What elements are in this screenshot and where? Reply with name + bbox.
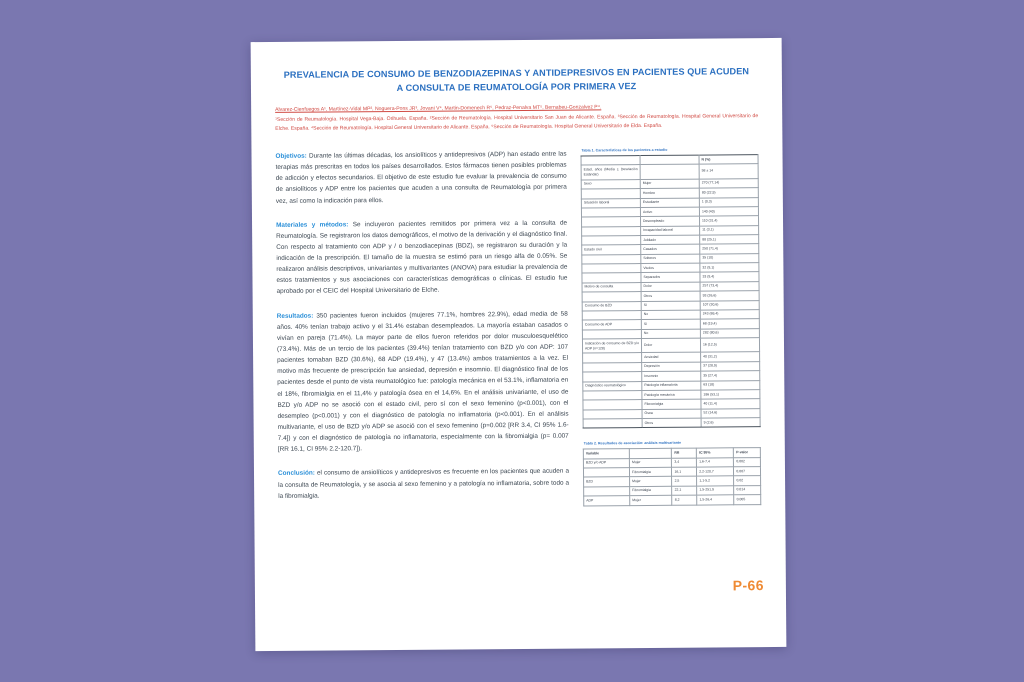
table1-cell: Activo — [640, 207, 699, 217]
table1-cell: 58 ± 14 — [699, 164, 758, 179]
table1-cell: 80 (22,9) — [699, 188, 758, 198]
table2-cell: 2,5 — [672, 477, 697, 487]
table2-header-cell: RR — [672, 448, 697, 458]
table1-cell: 37 (28,9) — [701, 361, 760, 371]
section-objetivos-text: Durante las últimas décadas, los ansiolíticos y antidepresivos (ADP) han estado entre las terapias más prescritas en todos los países desarrollados. Estos fármacos tienen posibles problemas de adicción y efectos secundarios. El objetivo de este estudio fue evaluar la prevalencia de consumo de ansiolíticos y ADP entre los pacientes que acuden a una consulta de Reumatología por primera vez, así como la indicación para ellos. — [275, 150, 567, 205]
table1-cell — [582, 329, 641, 339]
table2-header-cell: P-valor — [734, 448, 761, 458]
table2-body — [583, 448, 760, 506]
table1-cell — [582, 264, 641, 274]
table2-cell: 1,5-251,9 — [697, 486, 734, 496]
table1-caption: Tabla 1. Características de los pacientes a estudio — [581, 147, 668, 153]
table1-cell — [582, 226, 641, 236]
table1-cell — [581, 207, 640, 217]
section-conclusion-text: el consumo de ansiolíticos y antidepresivos es frecuente en los pacientes que acuden a la consulta de Reumatología, y se asocia al sexo femenino y a patología no inflamatoria, sobre todo a la fibromialgia. — [278, 468, 570, 500]
table1-cell — [582, 217, 641, 227]
page-content — [251, 38, 787, 651]
table2-cell: 1,5-26,4 — [697, 495, 734, 505]
table1-cell: 40 (31,2) — [701, 352, 760, 362]
table1-cell: 11 (3,1) — [700, 225, 759, 235]
table1-cell: Patología mecánica — [642, 390, 701, 400]
section-materiales — [276, 217, 568, 297]
table2-cell: BZD y/o ADP — [583, 458, 629, 468]
table1-cell: 35 (10) — [700, 253, 759, 263]
table2-cell: 0,005 — [734, 495, 761, 505]
table1-cell: Estudiante — [640, 198, 699, 208]
document-page — [251, 38, 787, 651]
table1-cell: 35 (27,4) — [701, 371, 760, 381]
table1-cell: 63 (18) — [701, 380, 760, 390]
table2-cell: Mujer — [630, 495, 673, 505]
table1-cell: Patología inflamatoria — [642, 381, 701, 391]
table1-cell: 186 (53,1) — [701, 390, 760, 400]
table2-cell: 8,2 — [672, 495, 697, 505]
table1-cell: 93 (26,6) — [700, 291, 759, 301]
table1-cell — [582, 254, 641, 264]
table1-cell: 9 (2,6) — [701, 418, 760, 428]
section-resultados-label: Resultados: — [276, 312, 314, 320]
table1-cell: Consumo de BZD — [582, 301, 641, 311]
table1-cell: Insomnio — [642, 371, 701, 381]
section-resultados-text: 350 pacientes fueron incluidos (mujeres 77.1%, hombres 22.9%), edad media de 58 años. 40% tenían trabajo activo y el 31.4% estaban desempleados. La mayoría estaban casados o vivían en pareja (71.4%). La mayor parte de ellos fueron referidos por dolor musculoesquelético (73.4%). Más de un tercio de los pacientes (39.4%) tenían tratamiento con BZD y/o con ADP: 107 pacientes tomaban BZD (30.6%), 68 ADP (19.4%), y 47 (13.4%) ambos tratamientos a la vez. El motivo más frecuente de prescripción fue ansiedad, depresión e insomnio. El diagnóstico final de los pacientes desde el punto de vista reumatológico fue: patología mecánica en el 53.1%, inflamatoria en el 18%, fibromialgia en el 11,4% y patología ósea en el 14,6%. En el análisis univariante, el uso de BZD y/o ADP no se asoció con el estado civil, pero sí con el sexo femenino (p<0.001), con el desempleo (p<0.001) y con el diagnóstico de patología no inflamatoria (p<0.001). En el análisis multivariante, el uso de BZD y/o ADP se asoció con el sexo femenino (p=0.002 [RR 3.4, CI 95% 1.6-7.4]) y con el diagnóstico de patología no inflamatoria, especialmente con la fibromialgia (p= 0.007 [RR 16.1, CI 95% 2.2-120.7]). — [276, 310, 569, 454]
table2-cell: 16,1 — [672, 467, 697, 477]
table1-cell: Incapacidad laboral — [641, 226, 700, 236]
page-number: P-66 — [732, 577, 764, 594]
table-multivariate-results — [583, 447, 761, 506]
table1-cell — [582, 310, 641, 320]
table2-cell: 22,1 — [672, 486, 697, 496]
table1-cell: Hombre — [640, 188, 699, 198]
table1-cell: 52 (14,6) — [701, 408, 760, 418]
table1-cell — [583, 353, 642, 363]
table1-header-cell — [640, 155, 699, 165]
table2-cell: 3,4 — [672, 458, 697, 468]
table1-cell — [581, 189, 640, 199]
table1-cell: Fibromialgia — [642, 399, 701, 409]
table2-cell: 0,007 — [734, 467, 761, 477]
table2-cell: 0,014 — [734, 485, 761, 495]
tables-column — [580, 147, 761, 512]
table1-header-cell — [581, 155, 640, 165]
section-materiales-label: Materiales y métodos: — [276, 220, 349, 229]
table1-cell: 40 (11,4) — [701, 399, 760, 409]
table1-cell: 282 (80,6) — [700, 328, 759, 338]
table2-cell — [584, 486, 630, 496]
table1-cell: Jubilado — [641, 235, 700, 245]
table1-cell: Viudos — [641, 263, 700, 273]
section-materiales-text: Se incluyeron pacientes remitidos por primera vez a la consulta de Reumatología. Se registraron los datos demográficos, el motivo de la derivación y el diagnóstico final. Con respecto al tratamiento con ADP y / o benzodiacepinas (BDZ), se registraron su duración y la indicación de la prescripción. El tamaño de la muestra se estimó para un riesgo alfa de 0.05%. Se realizaron análisis descriptivos, univariantes y multivariantes (ANOVA) para estudiar la prevalencia de estos tratamientos y sus asociaciones con características demográficas o clínicas. El estudio fue aprobado por el CEIC del Hospital Universitario de Elche. — [276, 219, 568, 296]
table1-cell — [640, 164, 699, 179]
table1-cell: 110 (31,4) — [699, 216, 758, 226]
table1-cell — [583, 419, 642, 429]
table1-cell: 250 (71,4) — [700, 244, 759, 254]
table1-cell — [583, 400, 642, 410]
table1-cell: Motivo de consulta — [582, 282, 641, 292]
table2-cell: 1,6-7,4 — [697, 458, 734, 468]
table2-cell: ADP — [584, 496, 630, 506]
table1-body — [581, 155, 760, 429]
table1-cell: 16 (12,5) — [700, 338, 759, 353]
table1-cell: Indicación de consumo de BZD y/o ADP (n=128) — [582, 338, 641, 353]
table1-cell: Otros — [642, 418, 701, 428]
table1-cell: Dolor — [641, 282, 700, 292]
table2-caption: Tabla 2. Resultados de asociación: análisis multivariante — [583, 441, 682, 446]
table1-cell: Edad, años (Media ± Desviación Estándar) — [581, 165, 640, 180]
table1-cell: Sí — [641, 319, 700, 329]
table1-cell: 88 (25,1) — [700, 235, 759, 245]
table2-cell: 0,002 — [734, 457, 761, 467]
table1-cell — [583, 409, 642, 419]
table1-cell: Sexo — [581, 179, 640, 189]
table1-cell: Solteros — [641, 254, 700, 264]
table-row — [584, 495, 761, 506]
table1-cell: 243 (69,4) — [700, 309, 759, 319]
table1-cell: Casados — [641, 244, 700, 254]
table1-cell — [583, 362, 642, 372]
table1-cell: Ansiedad — [642, 353, 701, 363]
table2-cell: 1,1-5,2 — [697, 476, 734, 486]
table2-cell: 2,2-120,7 — [697, 467, 734, 477]
section-conclusion — [278, 466, 569, 502]
table2-header-cell: Variable — [583, 449, 629, 459]
table2-cell: Fibromialgia — [630, 486, 673, 496]
table1-cell — [583, 390, 642, 400]
table1-cell: Sí — [641, 301, 700, 311]
table1-cell: 140 (40) — [699, 207, 758, 217]
two-column-body — [275, 147, 761, 515]
page-title: PREVALENCIA DE CONSUMO DE BENZODIAZEPINAS Y ANTIDEPRESIVOS EN PACIENTES QUE ACUDEN A CONSULTA DE REUMATOLOGÍA POR PRIMERA VEZ — [283, 66, 750, 94]
authors-text: Alvarez-Cienfuegos A¹, Martínez-Vidal MP², Noguera-Pons JR³, Jovani V⁴, Martin-Domenech R⁵, Pedraz-Penalva MT⁵, Bernabeu-Gonzalvez P⁴. — [275, 104, 602, 114]
table1-cell: Desempleado — [641, 216, 700, 226]
table1-cell: Ósea — [642, 409, 701, 419]
table2-header-cell — [629, 449, 672, 459]
section-conclusion-label: Conclusión: — [277, 470, 315, 478]
table1-cell: Dolor — [641, 338, 700, 353]
table1-cell — [582, 273, 641, 283]
table1-cell: Consumo de ADP — [582, 320, 641, 330]
section-objetivos — [275, 149, 566, 207]
table1-header-cell: N (%) — [699, 155, 758, 165]
abstract-column — [275, 149, 569, 515]
table1-cell: Otros — [641, 291, 700, 301]
table2-header-cell: IC 95% — [697, 448, 734, 458]
table1-cell: Separados — [641, 272, 700, 282]
table1-cell: Situación laboral — [581, 198, 640, 208]
table1-cell — [583, 372, 642, 382]
table2-cell: Fibromialgia — [629, 467, 672, 477]
table1-cell: Depresión — [642, 362, 701, 372]
table-row — [583, 418, 760, 429]
table2-cell: Mujer — [630, 477, 673, 487]
table2-wrapper — [583, 440, 761, 506]
table1-cell: 1 (0,3) — [699, 197, 758, 207]
table1-cell: 257 (73,4) — [700, 281, 759, 291]
table-patient-characteristics — [581, 154, 761, 429]
table2-cell — [583, 468, 629, 478]
table1-cell — [582, 292, 641, 302]
section-objetivos-label: Objetivos: — [275, 152, 307, 160]
table2-cell: BZD — [584, 477, 630, 487]
table1-cell — [582, 236, 641, 246]
table1-cell: Mujer — [640, 179, 699, 189]
section-resultados — [277, 308, 569, 455]
table1-cell: Diagnóstico reumatológico — [583, 381, 642, 391]
table2-cell: 0,02 — [734, 476, 761, 486]
table-row — [581, 164, 758, 180]
table1-cell: 68 (19,4) — [700, 319, 759, 329]
table2-cell: Mujer — [629, 458, 672, 468]
table1-cell: 32 (9,1) — [700, 263, 759, 273]
table-row — [582, 338, 759, 354]
affiliations-block: ¹Sección de Reumatología. Hospital Vega-Baja. Orihuela. España. ²Sección de Reumatología. Hospital Universitario San Juan de Alicante. España. ³Sección de Reumatología. Hospital General Universitario de Elche. España. ⁴Sección de Reumatología. Hospital General Universitario de Alicante. España. ⁵Sección de Reumatología. Hospital General Universitario de Elda. España. — [275, 113, 759, 132]
table1-cell: 270 (77,14) — [699, 178, 758, 188]
table1-cell: No — [641, 329, 700, 339]
table1-cell: Estado civil — [582, 245, 641, 255]
table1-cell: 107 (30,6) — [700, 300, 759, 310]
table1-cell: 33 (9,4) — [700, 272, 759, 282]
table1-cell: No — [641, 310, 700, 320]
